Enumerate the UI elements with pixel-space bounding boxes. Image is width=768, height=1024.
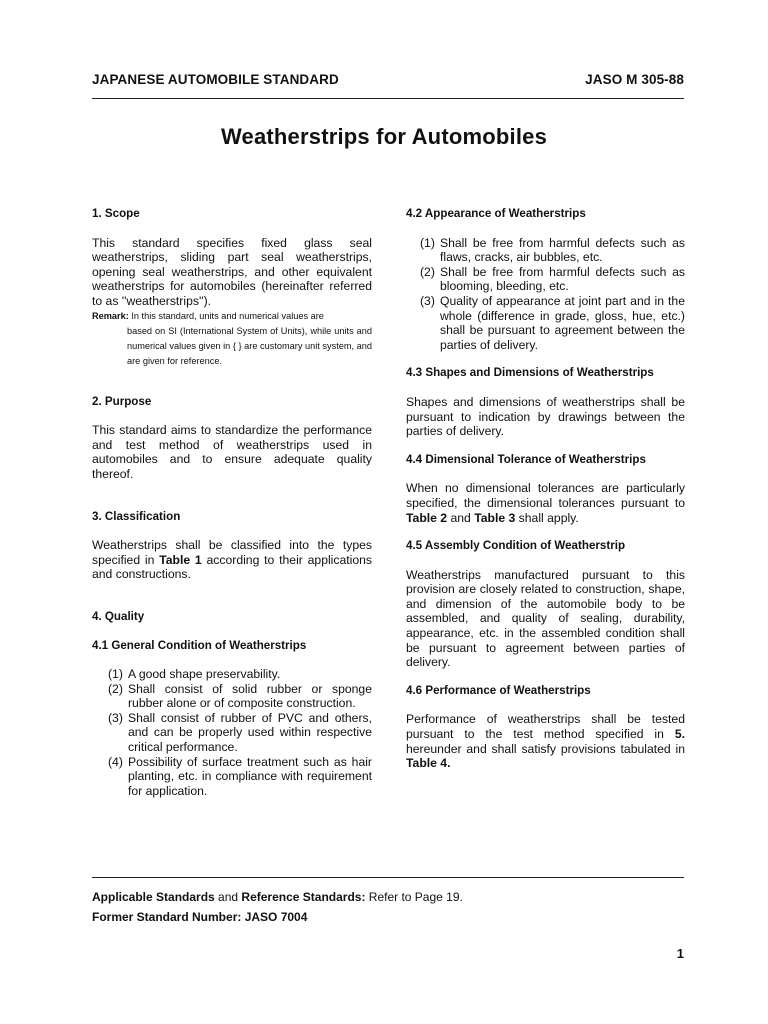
left-column [92, 207, 372, 798]
subsection-heading-shapes: 4.3 Shapes and Dimensions of Weatherstrips [406, 366, 654, 380]
list-item [92, 682, 372, 711]
item-number: (1) [108, 667, 123, 682]
shapes-text: Shapes and dimensions of weatherstrips shall be pursuant to indication by drawings between the parties of delivery. [406, 394, 685, 439]
list-item [92, 755, 372, 799]
item-text: Quality of appearance at joint part and in the whole (difference in grade, gloss, hue, etc.) shall be pursuant to agreement between the parties of delivery. [440, 293, 685, 352]
table-3-ref: Table 3 [474, 510, 516, 525]
section-heading-classification: 3. Classification [92, 509, 181, 523]
classification-text [92, 538, 372, 582]
item-number: (2) [108, 681, 123, 696]
remark-label: Remark: [92, 310, 129, 321]
tolerance-text [406, 481, 685, 525]
remark-text: based on SI (International System of Units), while units and numerical values given in { } are customary unit system, and are given for reference. [127, 325, 372, 366]
subsection-heading-assembly: 4.5 Assembly Condition of Weatherstrip [406, 539, 626, 553]
header-standard-name: JAPANESE AUTOMOBILE STANDARD [92, 72, 339, 87]
tolerance-text-a: When no dimensional tolerances are particularly specified, the dimensional tolerances pursuant to [406, 481, 685, 510]
footer-applicable-standards [92, 890, 463, 904]
performance-text-b: hereunder and shall satisfy provisions tabulated in [406, 741, 685, 756]
item-text: Shall consist of rubber of PVC and others, and can be properly used within respective critical performance. [128, 710, 372, 755]
item-text: Shall be free from harmful defects such as blooming, bleeding, etc. [440, 264, 685, 294]
footer-rule [92, 877, 684, 878]
item-text: Shall be free from harmful defects such as flaws, cracks, air bubbles, etc. [440, 235, 685, 265]
footer-reference-label: Reference Standards: [241, 890, 366, 904]
header-standard-number: JASO M 305-88 [585, 72, 684, 87]
page-number: 1 [676, 946, 684, 961]
classification-text-b: according to their applications and constructions. [92, 552, 373, 582]
remark-first-line: In this standard, units and numerical values are [131, 310, 324, 321]
section-heading-purpose: 2. Purpose [92, 394, 152, 408]
table-4-ref: Table 4. [406, 756, 451, 771]
list-item [406, 294, 685, 352]
scope-remark [92, 309, 372, 369]
table-1-ref: Table 1 [159, 552, 202, 567]
subsection-heading-performance: 4.6 Performance of Weatherstrips [406, 683, 591, 697]
performance-text-a: Performance of weatherstrips shall be tested pursuant to the test method specified in [406, 712, 685, 742]
tolerance-text-b: and [447, 510, 475, 525]
list-item [92, 711, 372, 755]
performance-text [406, 712, 685, 770]
classification-text-a: Weatherstrips shall be classified into the types specified in [92, 538, 372, 567]
item-number: (3) [420, 293, 435, 308]
list-item [406, 236, 685, 265]
section-heading-quality: 4. Quality [92, 609, 145, 623]
purpose-text: This standard aims to standardize the performance and test method of weatherstrips used in automobiles and to ensure adequate quality thereof. [92, 423, 372, 481]
item-number: (1) [420, 235, 435, 250]
header-rule [92, 98, 684, 99]
item-text: A good shape preservability. [128, 667, 281, 682]
appearance-list [406, 236, 685, 353]
footer-former-standard: Former Standard Number: JASO 7004 [92, 910, 308, 924]
item-number: (3) [108, 710, 123, 725]
list-item [406, 265, 685, 294]
subsection-heading-general-condition: 4.1 General Condition of Weatherstrips [92, 638, 307, 652]
scope-text: This standard specifies fixed glass seal weatherstrips, sliding part seal weatherstrips, opening seal weatherstrips, and other equivalent weatherstrips for automobiles (hereinafter referred to as ''weatherstrips''). [92, 235, 372, 308]
subsection-heading-appearance: 4.2 Appearance of Weatherstrips [406, 207, 586, 220]
item-text: Possibility of surface treatment such as hair planting, etc. in compliance with requirement for application. [128, 754, 372, 798]
item-number: (2) [420, 264, 435, 279]
table-2-ref: Table 2 [406, 510, 448, 525]
footer-refer-text: Refer to Page 19. [365, 890, 463, 904]
section-heading-scope: 1. Scope [92, 207, 140, 220]
list-item [92, 667, 372, 682]
right-column [406, 207, 685, 771]
subsection-heading-tolerance: 4.4 Dimensional Tolerance of Weatherstrips [406, 452, 646, 466]
item-number: (4) [108, 754, 123, 769]
footer-and: and [214, 890, 242, 904]
document-title: Weatherstrips for Automobiles [220, 124, 548, 149]
section-5-ref: 5. [674, 727, 685, 742]
assembly-text: Weatherstrips manufactured pursuant to this provision are closely related to construction, shape, and dimension of the automobile body to be assembled, and quality of sealing, durability, appearance, etc. in the assembled condition shall be pursuant to agreement between parties of delivery. [406, 567, 685, 670]
general-condition-list [92, 667, 372, 798]
item-text: Shall consist of solid rubber or sponge rubber alone or of composite construction. [128, 681, 372, 711]
footer-applicable-label: Applicable Standards [92, 890, 215, 904]
tolerance-text-c: shall apply. [515, 510, 579, 525]
